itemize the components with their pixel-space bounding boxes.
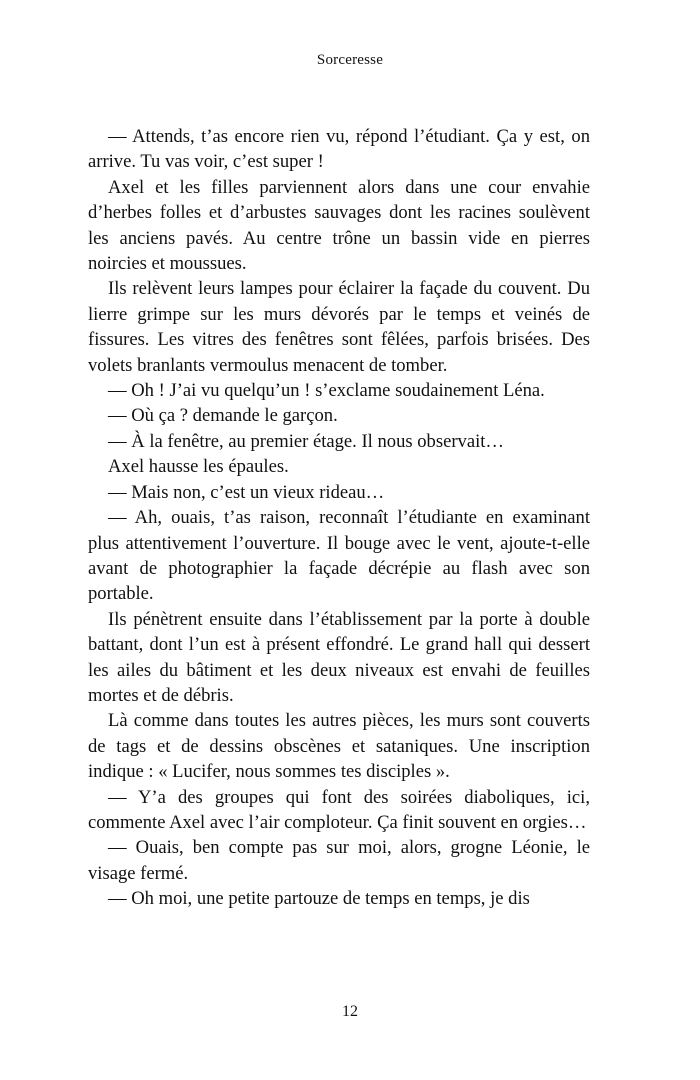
body-text	[88, 124, 590, 912]
paragraph: Axel hausse les épaules.	[108, 456, 289, 478]
paragraph: — Ah, ouais, t’as raison, reconnaît l’étudiante en examinant plus attentivement l’ouverture. Il bouge avec le vent, ajoute-t-elle avant de photographier la façade décrépie au flash avec son portable.	[88, 507, 590, 605]
paragraph: Ils relèvent leurs lampes pour éclairer la façade du couvent. Du lierre grimpe sur les murs dévorés par le temps et veinés de fissures. Les vitres des fenêtres sont fêlées, parfois brisées. Des volets branlants vermoulus menacent de tomber.	[88, 278, 590, 376]
paragraph: Là comme dans toutes les autres pièces, les murs sont couverts de tags et de dessins obscènes et sataniques. Une inscription indique : « Lucifer, nous sommes tes disciples ».	[88, 710, 590, 783]
paragraph: — Y’a des groupes qui font des soirées diaboliques, ici, commente Axel avec l’air comploteur. Ça finit souvent en orgies…	[88, 786, 590, 833]
paragraph: — Oh ! J’ai vu quelqu’un ! s’exclame soudainement Léna.	[108, 380, 545, 402]
paragraph: — À la fenêtre, au premier étage. Il nous observait…	[108, 430, 504, 452]
paragraph: — Où ça ? demande le garçon.	[108, 405, 338, 427]
paragraph: — Mais non, c’est un vieux rideau…	[108, 481, 385, 503]
paragraph: Ils pénètrent ensuite dans l’établissement par la porte à double battant, dont l’un est à présent effondré. Le grand hall qui dessert les ailes du bâtiment et les deux niveaux est envahi de feuilles mortes et de débris.	[88, 608, 590, 706]
paragraph: Axel et les filles parviennent alors dans une cour envahie d’herbes folles et d’arbustes sauvages dont les racines soulèvent les anciens pavés. Au centre trône un bassin vide en pierres noircies et moussues.	[88, 176, 590, 275]
paragraph: — Attends, t’as encore rien vu, répond l’étudiant. Ça y est, on arrive. Tu vas voir, c’est super !	[88, 126, 590, 173]
running-head-title: Sorceresse	[316, 52, 384, 68]
paragraph: — Oh moi, une petite partouze de temps en temps, je dis	[108, 888, 530, 910]
page-number: 12	[342, 1003, 358, 1020]
paragraph: — Ouais, ben compte pas sur moi, alors, grogne Léonie, le visage fermé.	[88, 837, 590, 884]
